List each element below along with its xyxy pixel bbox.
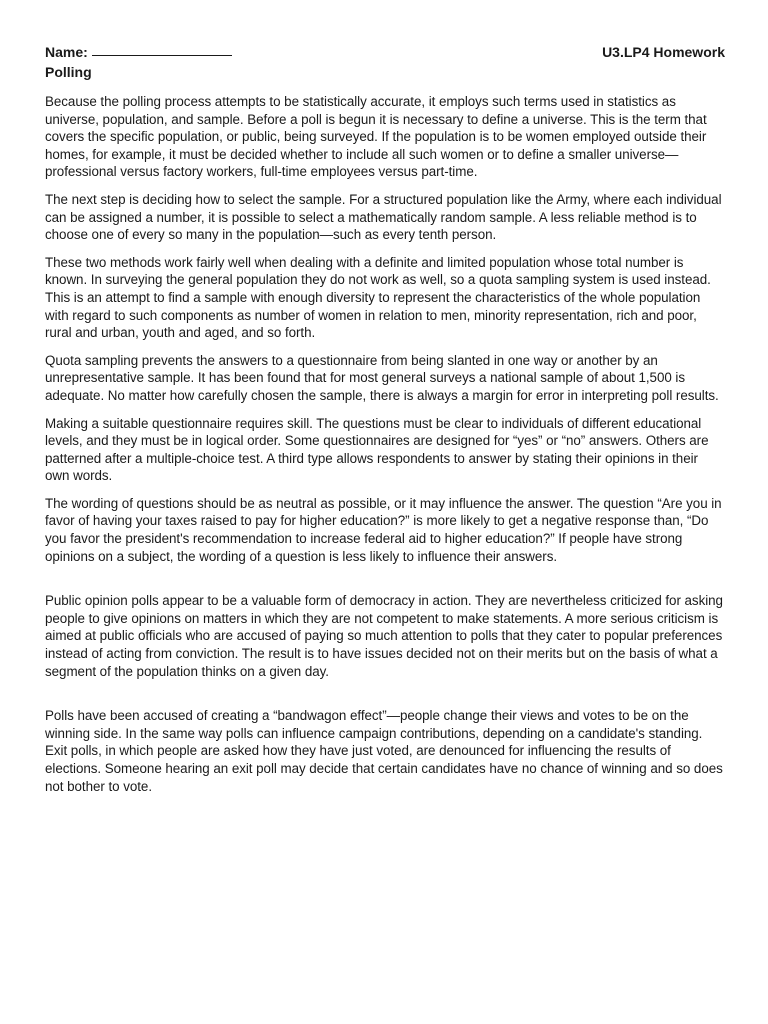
paragraph-2: The next step is deciding how to select the sample. For a structured population like the Army, where each individual can be assigned a number, it is possible to select a mathematically random sample. A less reliable method is to choose one of every so many in the population—such as every tenth person.	[45, 191, 722, 243]
paragraph-6: The wording of questions should be as neutral as possible, or it may influence the answer. The question “Are you in favor of having your taxes raised to pay for higher education?” is more likely to get a negative response than, “Do you favor the president's recommendation to increase federal aid to higher education?” If people have strong opinions on a subject, the wording of a question is less likely to influence their answers.	[45, 495, 722, 564]
paragraph-1: Because the polling process attempts to be statistically accurate, it employs such terms used in statistics as universe, population, and sample. Before a poll is begun it is necessary to define a universe. This is the term that covers the specific population, or public, being surveyed. If the population is to be women employed outside their homes, for example, it must be decided whether to include all such women or to define a smaller universe—professional versus factory workers, full-time employees versus part-time.	[45, 94, 707, 180]
document-title: Polling	[45, 64, 92, 80]
name-line	[45, 43, 232, 61]
name-blank-line	[92, 55, 232, 56]
document-header	[45, 43, 725, 61]
assignment-label: U3.LP4 Homework	[602, 44, 725, 60]
paragraph-8: Polls have been accused of creating a “bandwagon effect”—people change their views and votes to be on the winning side. In the same way polls can influence campaign contributions, depending on a candidate's standing. Exit polls, in which people are asked how they have just voted, are denounced for influencing the results of elections. Someone hearing an exit poll may decide that certain candidates have no chance of winning and so does not bother to vote.	[45, 708, 723, 794]
paragraph-5: Making a suitable questionnaire requires skill. The questions must be clear to individuals of different educational levels, and they must be in logical order. Some questionnaires are designed for “yes” or “no” answers. Others are patterned after a multiple-choice test. A third type allows respondents to answer by stating their opinions in their own words.	[45, 415, 709, 484]
name-label: Name:	[45, 44, 88, 60]
document-page	[45, 43, 725, 795]
paragraph-4: Quota sampling prevents the answers to a questionnaire from being slanted in one way or another by an unrepresentative sample. It has been found that for most general surveys a national sample of about 1,500 is adequate. No matter how carefully chosen the sample, there is always a margin for error in interpreting poll results.	[45, 352, 719, 403]
paragraph-3: These two methods work fairly well when dealing with a definite and limited population whose total number is known. In surveying the general population they do not work as well, so a quota sampling system is used instead. This is an attempt to find a sample with enough diversity to represent the characteristics of the whole population with regard to such components as number of women in relation to men, minority representation, rich and poor, rural and urban, youth and aged, and so forth.	[45, 254, 711, 341]
paragraph-7: Public opinion polls appear to be a valuable form of democracy in action. They are nevertheless criticized for asking people to give opinions on matters in which they are not competent to make statements. A more serious criticism is aimed at public officials who are accused of paying so much attention to polls that they cater to popular preferences instead of acting from conviction. The result is to have issues decided not on their merits but on the basis of what a segment of the population thinks on a given day.	[45, 593, 723, 679]
